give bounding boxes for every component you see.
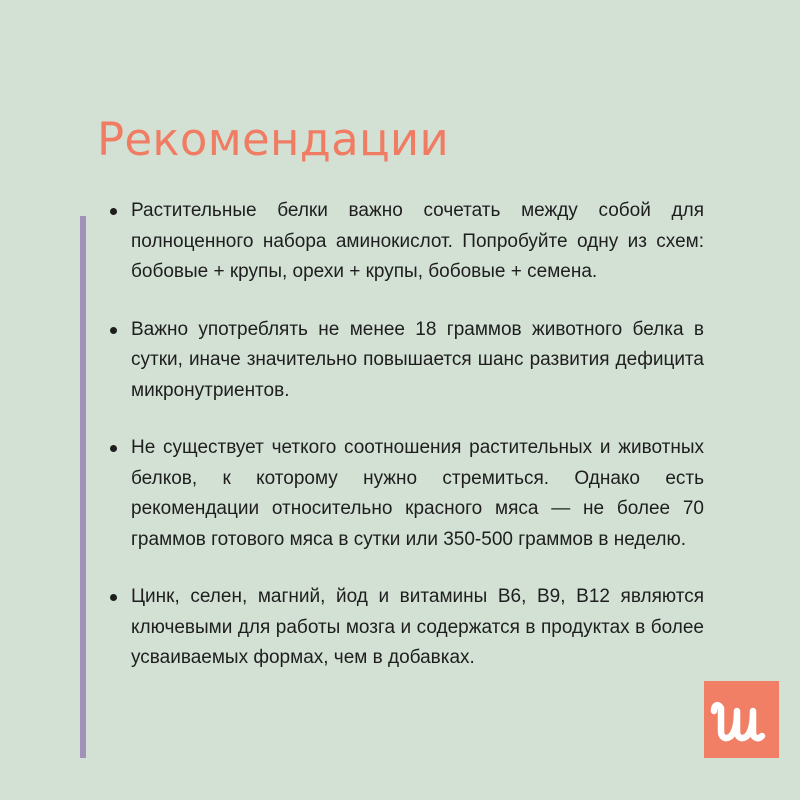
- list-item-text: Важно употреблять не менее 18 граммов животного белка в сутки, иначе значительно повышается шанс развития дефицита микронутриентов.: [131, 318, 704, 401]
- list-item: [108, 433, 704, 555]
- accent-bar: [80, 216, 86, 758]
- list-item-text: Не существует четкого соотношения растительных и животных белков, к которому нужно стремиться. Однако есть рекомендации относительно красного мяса — не более 70 граммов готового мяса в сутки или 350-500 граммов в неделю.: [131, 437, 704, 550]
- recommendations-list: [108, 196, 704, 674]
- list-item: [108, 582, 704, 674]
- list-item-text: Цинк, селен, магний, йод и витамины B6, B9, B12 являются ключевыми для работы мозга и содержатся в продуктах в более усваиваемых формах, чем в добавках.: [131, 586, 704, 668]
- list-item: [108, 196, 704, 288]
- bullet-icon: [110, 208, 117, 215]
- brand-logo-icon: [704, 681, 779, 758]
- list-item-text: Растительные белки важно сочетать между собой для полноценного набора аминокислот. Попробуйте одну из схем: бобовые + крупы, орехи + крупы, бобовые + семена.: [131, 200, 704, 282]
- bullet-icon: [110, 445, 117, 452]
- list-item: [108, 315, 704, 407]
- bullet-icon: [110, 594, 117, 601]
- page-title: Рекомендации: [97, 113, 449, 166]
- bullet-icon: [110, 327, 117, 334]
- brand-logo-glyph: [704, 681, 779, 758]
